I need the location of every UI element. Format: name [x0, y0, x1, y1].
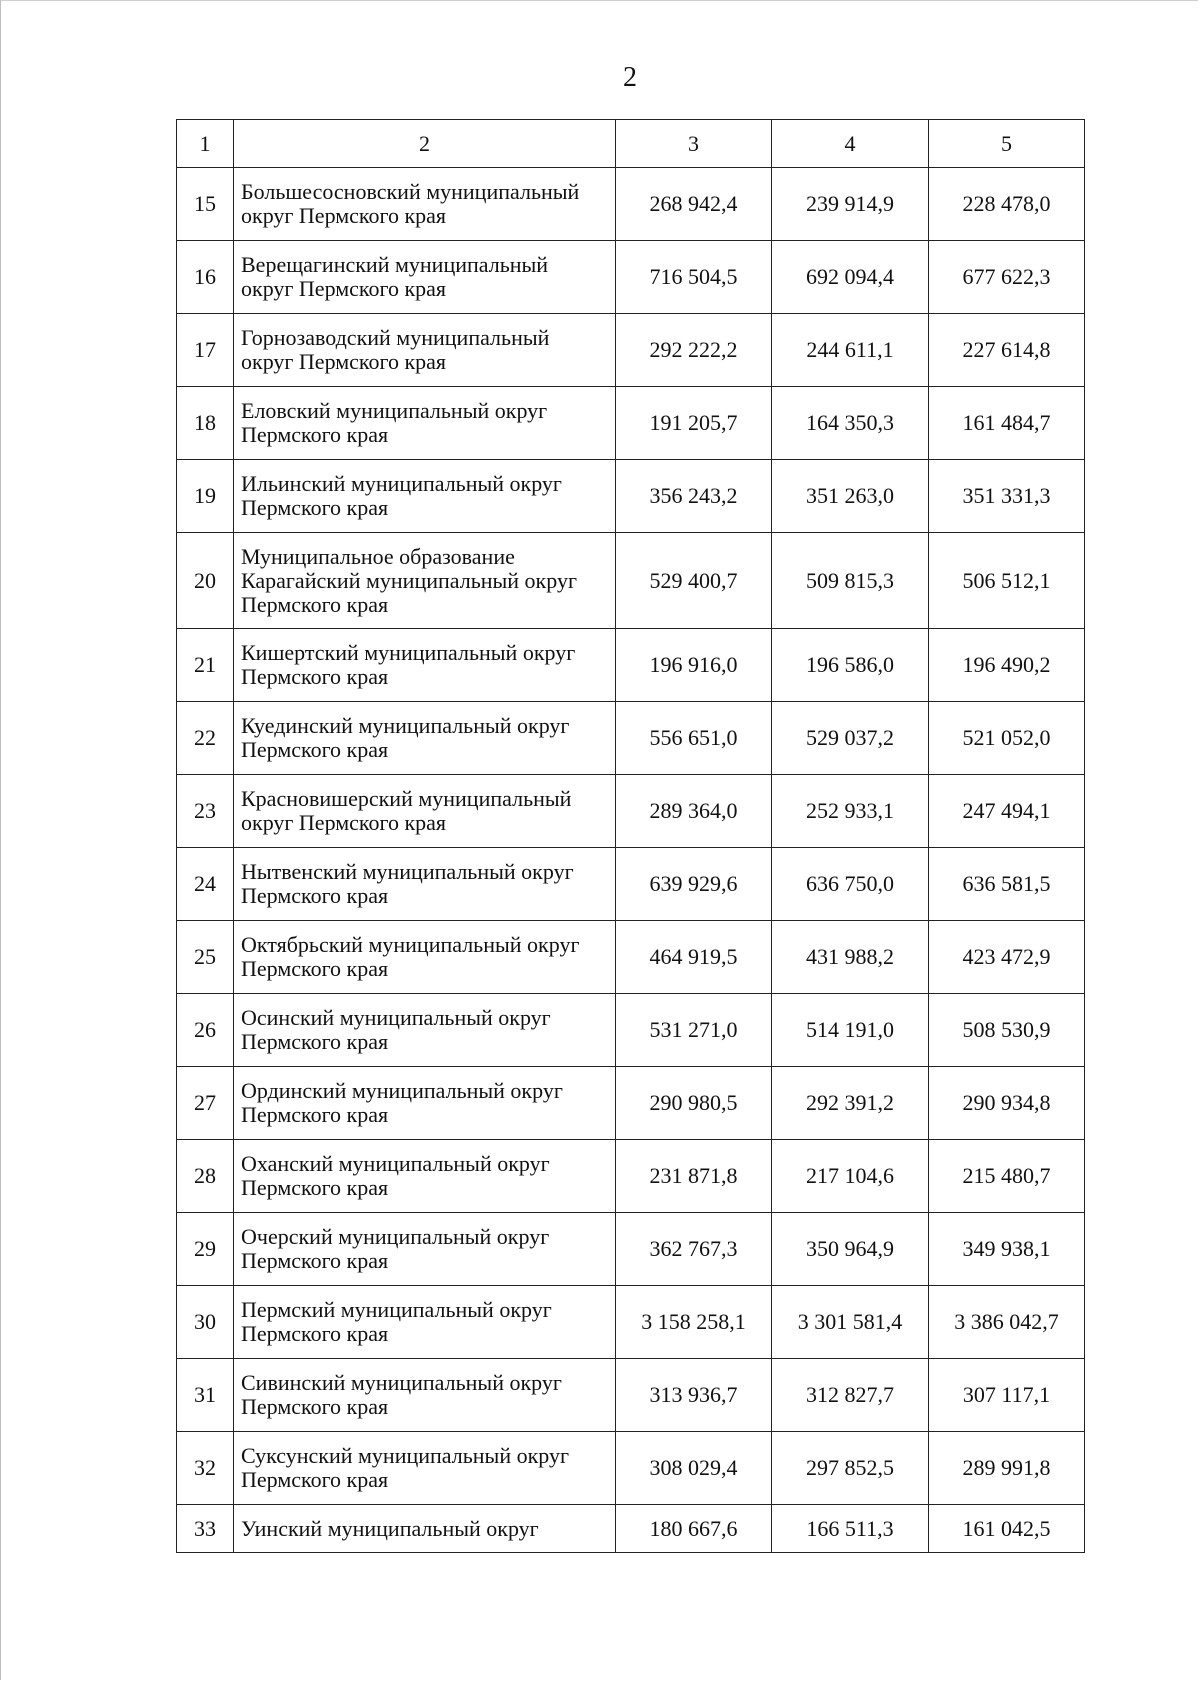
table-row	[177, 921, 1085, 994]
data-table	[176, 119, 1085, 1553]
value-cell-col-3: 290 980,5	[616, 1067, 772, 1140]
value-cell-col-3: 231 871,8	[616, 1140, 772, 1213]
value-cell-col-4: 292 391,2	[772, 1067, 929, 1140]
municipality-name-line: Большесосновский муниципальный	[241, 179, 580, 204]
value-cell-col-5: 215 480,7	[929, 1140, 1085, 1213]
municipality-name-cell	[234, 460, 616, 533]
table-row	[177, 629, 1085, 702]
value-cell-col-3: 3 158 258,1	[616, 1286, 772, 1359]
value-cell-col-4: 692 094,4	[772, 241, 929, 314]
row-number-cell: 27	[177, 1067, 234, 1140]
value-cell-col-3: 362 767,3	[616, 1213, 772, 1286]
value-cell-col-3: 292 222,2	[616, 314, 772, 387]
row-number-cell: 24	[177, 848, 234, 921]
value-cell-col-4: 312 827,7	[772, 1359, 929, 1432]
value-cell-col-4: 529 037,2	[772, 702, 929, 775]
row-number-cell: 18	[177, 387, 234, 460]
value-cell-col-3: 313 936,7	[616, 1359, 772, 1432]
municipality-name-line: Пермского края	[241, 1175, 389, 1200]
value-cell-col-3: 268 942,4	[616, 168, 772, 241]
municipality-name-line: Пермского края	[241, 422, 389, 447]
municipality-name-line: Пермского края	[241, 1321, 389, 1346]
value-cell-col-5: 351 331,3	[929, 460, 1085, 533]
row-number-cell: 21	[177, 629, 234, 702]
municipality-name-line: округ Пермского края	[241, 276, 447, 301]
municipality-name-line: Пермского края	[241, 1467, 389, 1492]
row-number-cell: 17	[177, 314, 234, 387]
municipality-name-line: Муниципальное образование	[241, 543, 515, 569]
municipality-name-line: Ординский муниципальный округ	[241, 1078, 563, 1103]
value-cell-col-5: 506 512,1	[929, 533, 1085, 629]
value-cell-col-5: 161 484,7	[929, 387, 1085, 460]
header-cell-2: 2	[234, 120, 616, 168]
table-body	[177, 120, 1085, 1553]
value-cell-col-3: 556 651,0	[616, 702, 772, 775]
value-cell-col-4: 239 914,9	[772, 168, 929, 241]
municipality-name-line: Верещагинский муниципальный	[241, 252, 549, 277]
municipality-name-line: Ильинский муниципальный округ	[241, 471, 562, 496]
table-row	[177, 314, 1085, 387]
value-cell-col-4: 164 350,3	[772, 387, 929, 460]
value-cell-col-5: 228 478,0	[929, 168, 1085, 241]
municipality-name-line: Куединский муниципальный округ	[241, 713, 570, 738]
municipality-name-line: Оханский муниципальный округ	[241, 1151, 550, 1176]
municipality-name-line: округ Пермского края	[241, 203, 447, 228]
municipality-name-cell	[234, 848, 616, 921]
header-cell-1: 1	[177, 120, 234, 168]
row-number-cell: 26	[177, 994, 234, 1067]
value-cell-col-5: 290 934,8	[929, 1067, 1085, 1140]
row-number-cell: 15	[177, 168, 234, 241]
row-number-cell: 19	[177, 460, 234, 533]
row-number-cell: 29	[177, 1213, 234, 1286]
table-row	[177, 702, 1085, 775]
table-row	[177, 1432, 1085, 1505]
value-cell-col-4: 166 511,3	[772, 1505, 929, 1553]
value-cell-col-3: 180 667,6	[616, 1505, 772, 1553]
value-cell-col-4: 636 750,0	[772, 848, 929, 921]
value-cell-col-3: 529 400,7	[616, 533, 772, 629]
value-cell-col-4: 297 852,5	[772, 1432, 929, 1505]
value-cell-col-5: 423 472,9	[929, 921, 1085, 994]
value-cell-col-4: 196 586,0	[772, 629, 929, 702]
table-row	[177, 1067, 1085, 1140]
row-number-cell: 20	[177, 533, 234, 629]
municipality-name-line: Красновишерский муниципальный	[241, 786, 572, 811]
table-row	[177, 1286, 1085, 1359]
table-row	[177, 168, 1085, 241]
header-cell-5: 5	[929, 120, 1085, 168]
municipality-name-line: округ Пермского края	[241, 810, 447, 835]
value-cell-col-3: 531 271,0	[616, 994, 772, 1067]
value-cell-col-3: 289 364,0	[616, 775, 772, 848]
municipality-name-cell	[234, 1213, 616, 1286]
table-row	[177, 241, 1085, 314]
table-row	[177, 1213, 1085, 1286]
header-row	[177, 120, 1085, 168]
row-number-cell: 31	[177, 1359, 234, 1432]
value-cell-col-3: 308 029,4	[616, 1432, 772, 1505]
municipality-name-line: Пермского края	[241, 883, 389, 908]
table-row	[177, 387, 1085, 460]
value-cell-col-5: 3 386 042,7	[929, 1286, 1085, 1359]
municipality-name-line: Пермского края	[241, 1102, 389, 1127]
row-number-cell: 33	[177, 1505, 234, 1553]
municipality-name-line: Суксунский муниципальный округ	[241, 1443, 570, 1468]
value-cell-col-4: 431 988,2	[772, 921, 929, 994]
value-cell-col-5: 289 991,8	[929, 1432, 1085, 1505]
municipality-name-line: Пермского края	[241, 591, 389, 617]
value-cell-col-3: 191 205,7	[616, 387, 772, 460]
municipality-name-line: Карагайский муниципальный округ	[241, 567, 577, 593]
value-cell-col-5: 349 938,1	[929, 1213, 1085, 1286]
table-row	[177, 994, 1085, 1067]
value-cell-col-5: 677 622,3	[929, 241, 1085, 314]
value-cell-col-5: 508 530,9	[929, 994, 1085, 1067]
value-cell-col-5: 307 117,1	[929, 1359, 1085, 1432]
municipality-name-cell	[234, 994, 616, 1067]
municipality-name-cell	[234, 241, 616, 314]
value-cell-col-4: 509 815,3	[772, 533, 929, 629]
municipality-name-cell	[234, 702, 616, 775]
municipality-name-line: Очерский муниципальный округ	[241, 1224, 550, 1249]
municipality-name-line: Уинский муниципальный округ	[241, 1515, 539, 1541]
municipality-name-line: Осинский муниципальный округ	[241, 1005, 551, 1030]
table-row	[177, 1140, 1085, 1213]
municipality-name-cell	[234, 1505, 616, 1553]
value-cell-col-3: 639 929,6	[616, 848, 772, 921]
municipality-name-line: Пермского края	[241, 737, 389, 762]
municipality-name-line: Пермский муниципальный округ	[241, 1297, 552, 1322]
row-number-cell: 22	[177, 702, 234, 775]
municipality-name-line: Горнозаводский муниципальный	[241, 325, 550, 350]
municipality-name-line: Еловский муниципальный округ	[241, 398, 548, 423]
header-cell-3: 3	[616, 120, 772, 168]
value-cell-col-5: 636 581,5	[929, 848, 1085, 921]
row-number-cell: 30	[177, 1286, 234, 1359]
municipality-name-line: Пермского края	[241, 956, 389, 981]
municipality-name-cell	[234, 168, 616, 241]
municipality-name-cell	[234, 921, 616, 994]
municipality-name-cell	[234, 775, 616, 848]
table-row	[177, 1505, 1085, 1553]
value-cell-col-4: 350 964,9	[772, 1213, 929, 1286]
municipality-name-line: Пермского края	[241, 1248, 389, 1273]
municipality-name-line: Октябрьский муниципальный округ	[241, 932, 580, 957]
row-number-cell: 25	[177, 921, 234, 994]
municipality-name-line: округ Пермского края	[241, 349, 447, 374]
value-cell-col-4: 3 301 581,4	[772, 1286, 929, 1359]
municipality-name-cell	[234, 629, 616, 702]
municipality-name-line: Сивинский муниципальный округ	[241, 1370, 562, 1395]
table-row	[177, 533, 1085, 629]
value-cell-col-5: 247 494,1	[929, 775, 1085, 848]
municipality-name-line: Нытвенский муниципальный округ	[241, 859, 574, 884]
value-cell-col-4: 252 933,1	[772, 775, 929, 848]
value-cell-col-4: 514 191,0	[772, 994, 929, 1067]
value-cell-col-5: 161 042,5	[929, 1505, 1085, 1553]
municipality-name-line: Пермского края	[241, 495, 389, 520]
row-number-cell: 32	[177, 1432, 234, 1505]
header-cell-4: 4	[772, 120, 929, 168]
municipality-name-cell	[234, 1432, 616, 1505]
municipality-name-line: Пермского края	[241, 664, 389, 689]
value-cell-col-5: 196 490,2	[929, 629, 1085, 702]
table-row	[177, 848, 1085, 921]
row-number-cell: 23	[177, 775, 234, 848]
value-cell-col-3: 464 919,5	[616, 921, 772, 994]
value-cell-col-3: 356 243,2	[616, 460, 772, 533]
page-number: 2	[623, 62, 637, 93]
municipality-name-cell	[234, 1067, 616, 1140]
municipality-name-cell	[234, 1359, 616, 1432]
row-number-cell: 16	[177, 241, 234, 314]
value-cell-col-4: 351 263,0	[772, 460, 929, 533]
value-cell-col-5: 227 614,8	[929, 314, 1085, 387]
municipality-name-line: Кишертский муниципальный округ	[241, 640, 576, 665]
table-row	[177, 1359, 1085, 1432]
value-cell-col-4: 217 104,6	[772, 1140, 929, 1213]
row-number-cell: 28	[177, 1140, 234, 1213]
municipality-name-cell	[234, 314, 616, 387]
municipality-name-cell	[234, 1140, 616, 1213]
municipality-name-cell	[234, 1286, 616, 1359]
table-row	[177, 775, 1085, 848]
value-cell-col-3: 716 504,5	[616, 241, 772, 314]
municipality-name-cell	[234, 533, 616, 629]
value-cell-col-4: 244 611,1	[772, 314, 929, 387]
municipality-name-line: Пермского края	[241, 1394, 389, 1419]
municipality-name-cell	[234, 387, 616, 460]
value-cell-col-3: 196 916,0	[616, 629, 772, 702]
value-cell-col-5: 521 052,0	[929, 702, 1085, 775]
municipality-name-line: Пермского края	[241, 1029, 389, 1054]
table-row	[177, 460, 1085, 533]
